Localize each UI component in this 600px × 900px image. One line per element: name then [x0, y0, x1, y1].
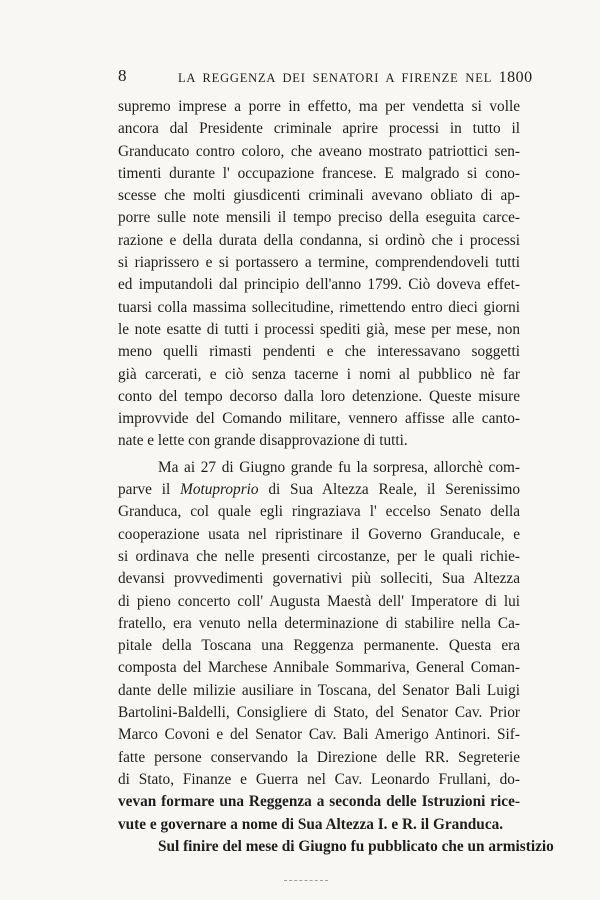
text-line: porre sulle note mensili il tempo preciso della eseguita carce- — [118, 209, 520, 227]
text-line: nate e lette con grande disapprovazione di tutti. — [118, 432, 408, 450]
running-title — [178, 69, 533, 87]
text-line: di pieno concerto coll' Augusta Maestà dell' Imperatore di lui — [118, 592, 520, 610]
text-line: devansi provvedimenti governativi più solleciti, Sua Altezza — [118, 570, 520, 588]
text-segment: parve il — [118, 481, 181, 499]
text-line: di Stato, Finanze e Guerra nel Cav. Leonardo Frullani, do- — [118, 770, 520, 788]
text-line: improvvide del Comando militare, vennero affisse alle canto- — [118, 410, 520, 428]
text-line: fratello, era venuto nella determinazione di stabilire nella Ca- — [118, 614, 520, 632]
page-number: 8 — [118, 66, 127, 85]
text-line: si ordinava che nelle presenti circostanze, per le quali richie- — [118, 547, 520, 565]
text-line: Bartolini-Baldelli, Consigliere di Stato, del Senator Cav. Prior — [118, 704, 520, 722]
body-text — [118, 96, 554, 858]
text-line: dante delle milizie ausiliare in Toscana, del Senator Bali Luigi — [118, 681, 520, 699]
text-line: meno quelli rimasti pendenti e che interessavano soggetti — [118, 343, 520, 361]
text-line: si riaprissero e si portassero a termine, comprendendoveli tutti — [118, 254, 520, 272]
running-title-year: 1800 — [498, 69, 533, 86]
text-line: razione e della durata della condanna, si ordinò che i processi — [118, 231, 520, 249]
text-line: fatte persone conservando la Direzione delle RR. Segreterie — [118, 748, 520, 766]
text-line: ed imputandoli dal principio dell'anno 1799. Ciò doveva effet- — [118, 276, 520, 294]
text-segment: di Sua Altezza Reale, il Serenissimo — [258, 481, 520, 499]
text-line: tuarsi colla massima sollecitudine, rimettendo entro dieci giorni — [118, 298, 520, 316]
text-line: composta del Marchese Annibale Sommariva, General Coman- — [118, 659, 520, 677]
text-line: le note esatte di tutti i processi spediti già, mese per mese, non — [118, 320, 520, 338]
text-line: scesse che molti giusdicenti criminali avevano obliato di ap- — [118, 187, 520, 205]
text-line: Ma ai 27 di Giugno grande fu la sorpresa, allorchè com- — [158, 458, 520, 476]
text-line: pitale della Toscana una Reggenza permanente. Questa era — [118, 637, 520, 655]
text-line: Granducato contro coloro, che aveano mostrato patriottici sen- — [118, 142, 520, 160]
text-line: già carcerati, e ciò senza tacerne i nomi al pubblico nè far — [118, 365, 520, 383]
text-line: Marco Covoni e del Senator Cav. Bali Amerigo Antinori. Sif- — [118, 726, 520, 744]
text-line: vute e governare a nome di Sua Altezza I. e R. il Granduca. — [118, 815, 504, 833]
text-line: conto del tempo decorso dalla loro detenzione. Queste misure — [118, 387, 520, 405]
text-line: supremo imprese a porre in effetto, ma per vendetta si volle — [118, 98, 520, 115]
text-line: cooperazione usata nel ripristinare il Governo Granducale, e — [118, 525, 520, 543]
text-line-with-italic — [118, 479, 520, 501]
text-line: Granduca, col quale egli ringraziava l' eccelso Senato della — [118, 503, 520, 521]
motuproprio-italic: Motuproprio — [180, 481, 259, 499]
text-line: Sul finire del mese di Giugno fu pubblicato che un armistizio — [158, 837, 554, 855]
text-line: ancora dal Presidente criminale aprire processi in tutto il — [118, 120, 520, 138]
running-title-text: LA REGGENZA DEI SENATORI A FIRENZE NEL — [178, 71, 492, 85]
text-line: timenti durante l' occupazione francese. E malgrado si cono- — [118, 164, 520, 182]
footer-ornament — [284, 880, 328, 883]
text-line: vevan formare una Reggenza a seconda delle Istruzioni rice- — [118, 793, 520, 811]
